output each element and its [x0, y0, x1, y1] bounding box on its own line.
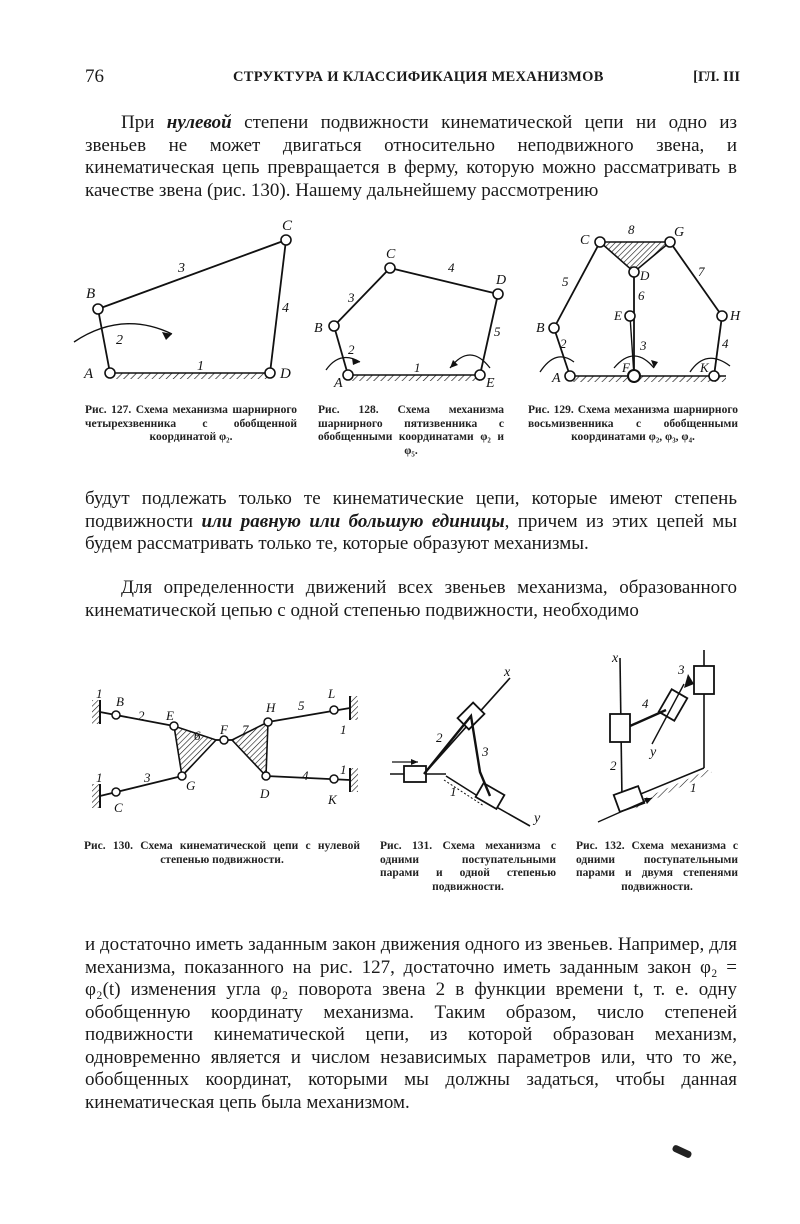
point-g-label: G	[186, 778, 196, 793]
five-bar-linkage-diagram	[310, 232, 510, 392]
link-2-label: 2	[138, 708, 145, 723]
point-g-label: G	[674, 225, 685, 240]
point-h-label: H	[730, 309, 741, 324]
paragraph-4: и достаточно иметь заданным закон движения одного из звеньев. Например, для механизма, показанного на рис. 127, достаточно иметь заданным закон φ₂ = φ₂(t) изменения угла φ₂ поворота звена 2 в функции времени t, т. е. одну обобщенную координату механизма. Таким образом, число степеней подвижности кинематической цепи, из которой образован механизм, одновременно является и числом независимых параметров или, что то же, обобщенных координат, которыми мы должны задаться, чтобы данная кинематическая цепь была механизмом.	[85, 934, 737, 1113]
link-1-label-d: 1	[340, 762, 347, 777]
ink-smudge	[671, 1144, 692, 1159]
link-4-label: 4	[448, 260, 455, 275]
point-f-label: F	[220, 722, 228, 737]
axis-y-label: y	[534, 811, 541, 826]
paragraph-1-text-a: При	[121, 112, 167, 133]
paragraph-1	[85, 112, 737, 202]
link-4-label: 4	[722, 336, 729, 351]
page-number: 76	[85, 66, 104, 87]
link-5-label: 5	[562, 274, 569, 289]
link-5-label: 5	[298, 698, 305, 713]
link-5-label: 5	[494, 324, 501, 339]
point-l-label: L	[328, 686, 336, 701]
link-2-label: 2	[348, 342, 355, 357]
axis-y-label: y	[650, 745, 657, 760]
axis-x-label: x	[504, 665, 511, 680]
point-k-label: K	[700, 360, 709, 375]
link-6-label: 6	[194, 728, 201, 743]
axis-x-label: x	[612, 651, 619, 666]
figure-132	[568, 644, 738, 830]
point-d-label: D	[260, 786, 270, 801]
paragraph-2-text-b: , причем из этих цепей мы будем рассматривать только те, которые образуют механизмы.	[85, 510, 738, 554]
paragraph-2-emphasis: или равную или большую единицы	[201, 510, 505, 532]
link-1-label-a: 1	[96, 686, 103, 701]
running-header	[85, 66, 740, 90]
link-1-label-b: 1	[340, 722, 347, 737]
paragraph-1-emphasis: нулевой	[166, 112, 232, 133]
chapter-label: [ГЛ. III	[693, 69, 740, 85]
point-a-label: A	[552, 371, 561, 386]
point-b-label: B	[314, 321, 323, 336]
paragraph-2	[85, 488, 737, 556]
prismatic-pair-mechanism-1dof	[384, 664, 554, 832]
link-1-label: 1	[414, 360, 421, 375]
figure-128-caption: Рис. 128. Схема механизма шарнирного пятизвенника с обобщенными координатами φ₂ и φ₅.	[318, 404, 504, 457]
figure-129	[530, 220, 750, 392]
link-3-label: 3	[678, 662, 685, 677]
point-c-label: C	[580, 233, 590, 248]
link-1-label: 1	[197, 359, 204, 374]
running-title: СТРУКТУРА И КЛАССИФИКАЦИЯ МЕХАНИЗМОВ	[233, 69, 604, 85]
link-3-label: 3	[348, 290, 355, 305]
four-bar-linkage-diagram	[72, 218, 312, 390]
link-3-label: 3	[178, 261, 185, 276]
figure-131-caption: Рис. 131. Схема механизма с одними поступательными парами и одной степенью подвижности.	[380, 840, 556, 893]
link-3-label: 3	[144, 770, 151, 785]
point-d-label: D	[640, 268, 650, 283]
figure-130	[82, 682, 372, 832]
figure-127	[72, 218, 312, 390]
link-2-label: 2	[436, 730, 443, 745]
point-e-label: E	[166, 708, 174, 723]
point-e-label: E	[614, 308, 622, 323]
figure-131	[384, 664, 554, 832]
point-k-label: K	[328, 792, 337, 807]
point-c-label: C	[114, 800, 123, 815]
point-a-label: A	[84, 366, 94, 382]
link-4-label: 4	[642, 696, 649, 711]
link-4-label: 4	[282, 301, 289, 316]
point-e-label: E	[486, 376, 495, 391]
point-b-label: B	[116, 694, 124, 709]
prismatic-pair-mechanism-2dof	[568, 644, 738, 830]
link-2-label: 2	[560, 336, 567, 351]
figure-130-caption: Рис. 130. Схема кинематической цепи с нулевой степенью подвижности.	[84, 840, 360, 866]
point-d-label: D	[280, 366, 291, 382]
link-1-label: 1	[690, 780, 697, 795]
point-f-label: F	[622, 360, 630, 375]
paragraph-3: Для определенности движений всех звеньев механизма, образованного кинематической цепью с одной степенью подвижности, необходимо	[85, 577, 737, 621]
link-1-label: 1	[450, 784, 457, 799]
link-6-label: 6	[638, 288, 645, 303]
point-b-label: B	[86, 286, 96, 302]
link-7-label: 7	[698, 264, 705, 279]
point-c-label: C	[282, 218, 293, 234]
point-b-label: B	[536, 321, 545, 336]
point-a-label: A	[334, 376, 343, 391]
zero-dof-truss-diagram	[82, 682, 372, 832]
link-2-label: 2	[116, 333, 123, 348]
figure-128	[310, 232, 510, 392]
point-h-label: H	[266, 700, 276, 715]
link-7-label: 7	[242, 722, 249, 737]
figure-127-caption: Рис. 127. Схема механизма шарнирного четырехзвенника с обобщенной координатой φ₂.	[85, 404, 297, 443]
paragraph-2-text-a: будут подлежать только те кинематические цепи, которые имеют степень подвижности	[85, 488, 737, 532]
link-3-label: 3	[482, 744, 489, 759]
link-3-label: 3	[640, 338, 647, 353]
link-8-label: 8	[628, 222, 635, 237]
paragraph-1-text-b: степени подвижности кинематической цепи ни одно из звеньев не может двигаться относительно неподвижного звена, и кинематическая цепь превращается в ферму, которую можно рассматривать в качестве звена (рис. 130). Нашему дальнейшему рассмотрению	[85, 112, 738, 201]
figure-129-caption: Рис. 129. Схема механизма шарнирного восьмизвенника с обобщенными координатами φ₂, φ₃, φ₄.	[528, 404, 738, 443]
point-d-label: D	[496, 273, 507, 288]
link-2-label: 2	[610, 758, 617, 773]
link-4-label: 4	[302, 768, 309, 783]
point-c-label: C	[386, 247, 396, 262]
eight-bar-linkage-diagram	[530, 220, 750, 392]
figure-132-caption: Рис. 132. Схема механизма с одними поступательными парами и двумя степенями подвижности.	[576, 840, 738, 893]
link-1-label-c: 1	[96, 770, 103, 785]
